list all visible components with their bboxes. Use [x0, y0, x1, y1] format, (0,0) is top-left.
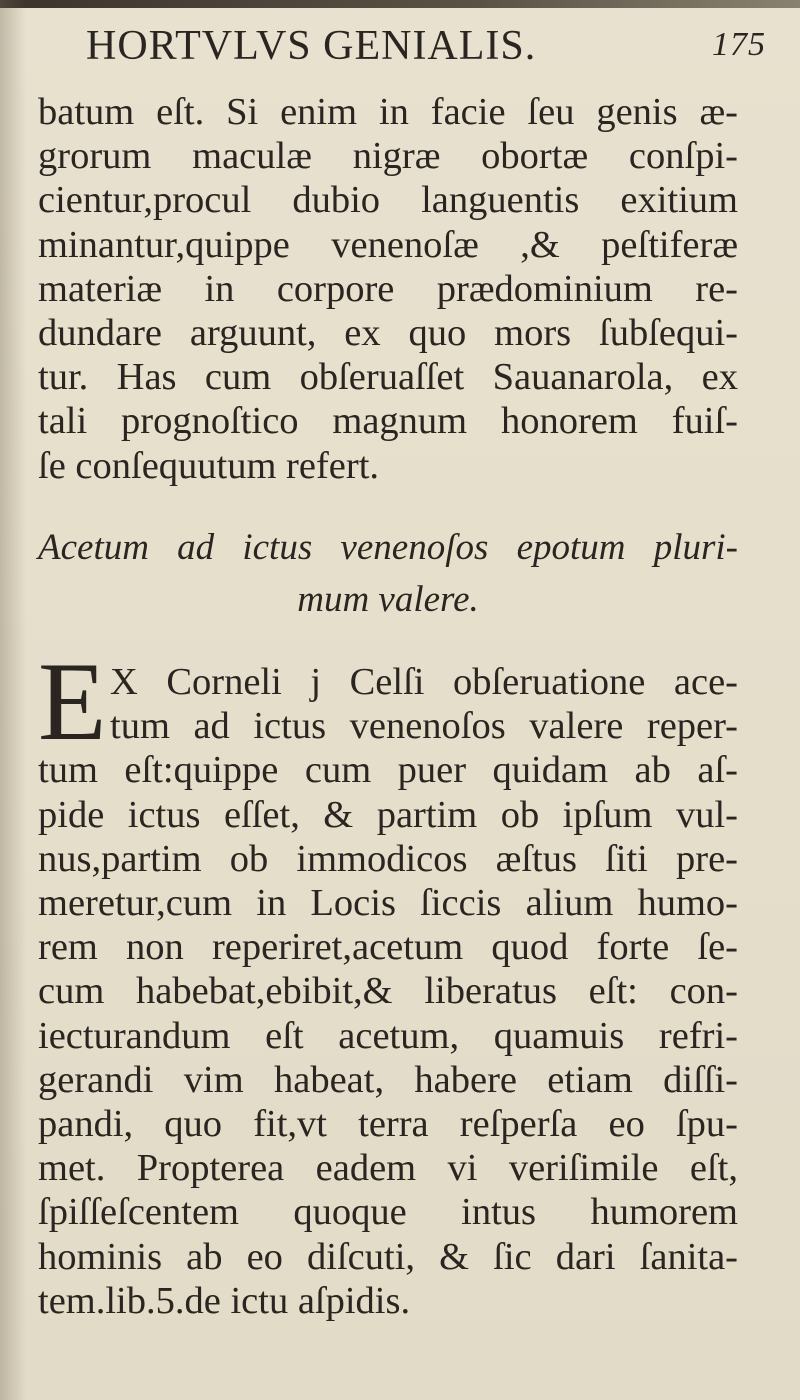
page-top-edge: [0, 0, 800, 8]
text-line: cum habebat,ebibit,& liberatus eſt: con-: [38, 970, 738, 1013]
text-line: dundare arguunt, ex quo mors ſubſequi-: [38, 312, 738, 355]
text-line: minantur,quippe venenoſæ ,& peſtiferæ: [38, 223, 738, 266]
text-line: met. Propterea eadem vi veriſimile eſt,: [38, 1147, 738, 1190]
text-line: grorum maculæ nigræ obortæ conſpi-: [38, 135, 738, 178]
text-line: rem non reperiret,acetum quod forte ſe-: [38, 926, 738, 969]
running-head: [86, 22, 766, 72]
text-line: nus,partim ob immodicos æſtus ſiti pre-: [38, 837, 738, 880]
drop-cap: E: [38, 640, 107, 764]
heading-line: mum valere.: [297, 579, 479, 620]
text-line: pide ictus eſſet, & partim ob ipſum vul-: [38, 793, 738, 836]
text-line: ſe conſequutum refert.: [38, 444, 380, 487]
text-line: hominis ab eo diſcuti, & ſic dari ſanita-: [38, 1235, 738, 1278]
text-line: tem.lib.5.de ictu aſpidis.: [38, 1279, 411, 1322]
text-line: batum eſt. Si enim in facie ſeu genis æ-: [38, 91, 738, 133]
text-line: ſpiſſeſcentem quoque intus humorem: [38, 1191, 738, 1234]
text-line: meretur,cum in Locis ſiccis alium humo-: [38, 882, 738, 925]
text-line: tur. Has cum obſeruaſſet Sauanarola, ex: [38, 356, 738, 399]
page-number: 175: [712, 26, 766, 63]
section-heading: [38, 522, 738, 626]
running-title: HORTVLVS GENIALIS.: [86, 23, 537, 69]
text-line: iecturandum eſt acetum, quamuis refri-: [38, 1014, 738, 1057]
paragraph-2: [38, 660, 738, 1323]
heading-line: Acetum ad ictus venenoſos epotum pluri-: [38, 527, 738, 568]
text-line: tum eſt:quippe cum puer quidam ab aſ-: [38, 749, 738, 792]
text-line: tum ad ictus venenoſos valere reper-: [110, 705, 738, 748]
gutter-shadow: [0, 0, 26, 1400]
text-line: tali prognoſtico magnum honorem fuiſ-: [38, 400, 738, 443]
text-line: X Corneli j Celſi obſeruatione ace-: [110, 661, 738, 703]
text-line: materiæ in corpore prædominium re-: [38, 267, 738, 310]
text-line: gerandi vim habeat, habere etiam diſſi-: [38, 1058, 738, 1101]
text-line: pandi, quo fit,vt terra reſperſa eo ſpu-: [38, 1103, 738, 1146]
text-line: cientur,procul dubio languentis exitium: [38, 179, 738, 222]
paragraph-1: [38, 90, 738, 488]
